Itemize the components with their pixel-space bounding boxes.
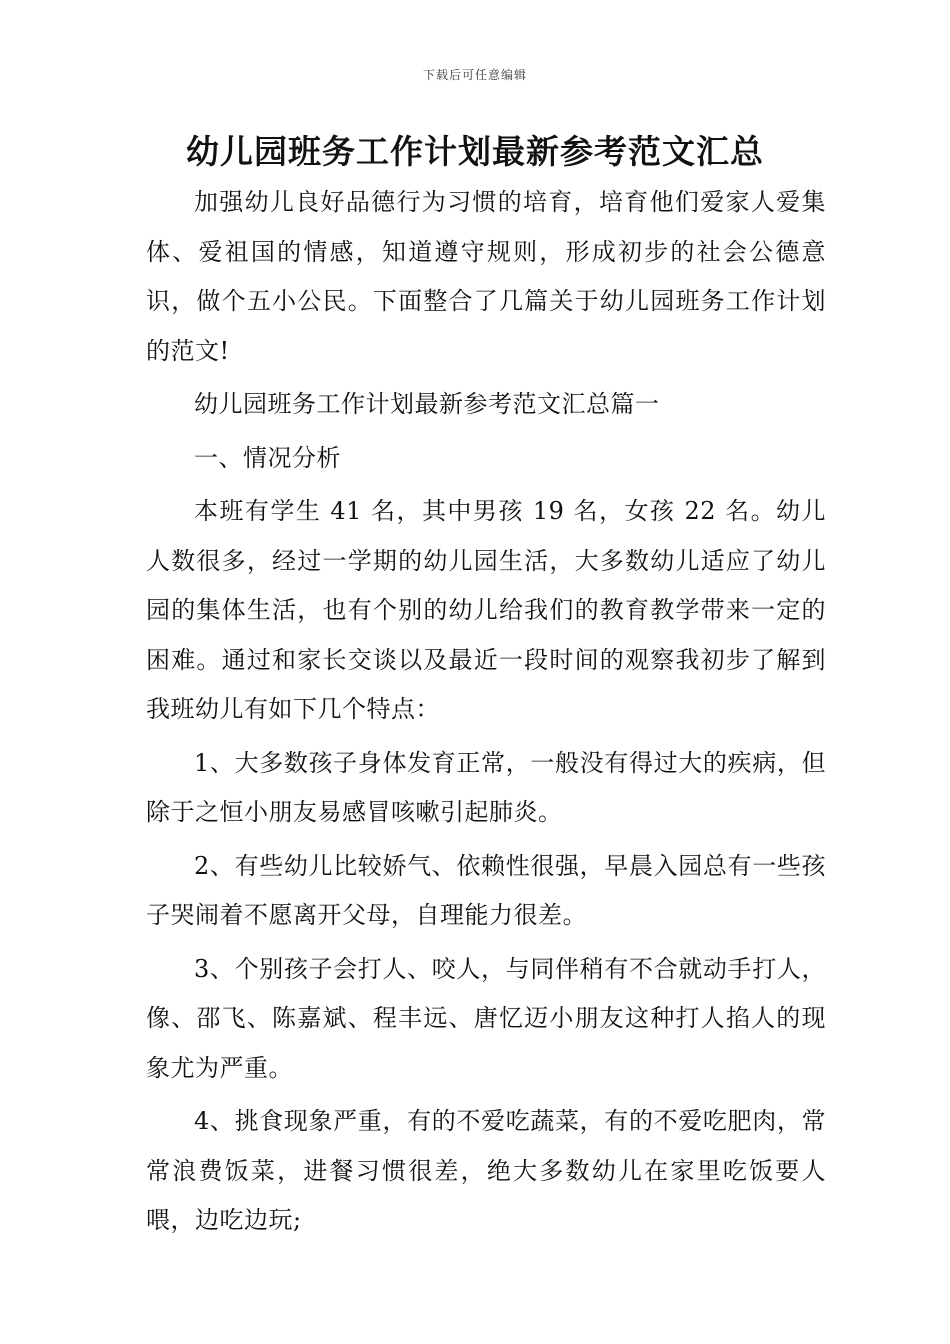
header-note: 下载后可任意编辑 (422, 68, 527, 82)
paragraph-point-1: 1、大多数孩子身体发育正常，一般没有得过大的疾病，但除于之恒小朋友易感冒咳嗽引起肺炎。 (146, 748, 826, 826)
document-body (146, 178, 826, 1250)
paragraph-class-overview: 本班有学生 41 名，其中男孩 19 名，女孩 22 名。幼儿人数很多，经过一学期的幼儿园生活，大多数幼儿适应了幼儿园的集体生活，也有个别的幼儿给我们的教育教学带来一定的困难。通过和家长交谈以及最近一段时间的观察我初步了解到我班幼儿有如下几个特点： (146, 497, 826, 723)
paragraph-subheading: 一、情况分析 (194, 443, 341, 472)
paragraph-point-3: 3、个别孩子会打人、咬人，与同伴稍有不合就动手打人，像、邵飞、陈嘉斌、程丰远、唐忆迈小朋友这种打人掐人的现象尤为严重。 (146, 954, 826, 1082)
document-title: 幼儿园班务工作计划最新参考范文汇总 (186, 132, 764, 171)
paragraph-point-4: 4、挑食现象严重，有的不爱吃蔬菜，有的不爱吃肥肉，常常浪费饭菜，进餐习惯很差，绝大多数幼儿在家里吃饭要人喂，边吃边玩; (146, 1107, 826, 1234)
paragraph-intro: 加强幼儿良好品德行为习惯的培育，培育他们爱家人爱集体、爱祖国的情感，知道遵守规则，形成初步的社会公德意识，做个五小公民。下面整合了几篇关于幼儿园班务工作计划的范文! (146, 188, 826, 365)
paragraph-point-2: 2、有些幼儿比较娇气、依赖性很强，早晨入园总有一些孩子哭闹着不愿离开父母，自理能力很差。 (146, 851, 826, 929)
paragraph-section-heading: 幼儿园班务工作计划最新参考范文汇总篇一 (194, 390, 660, 418)
